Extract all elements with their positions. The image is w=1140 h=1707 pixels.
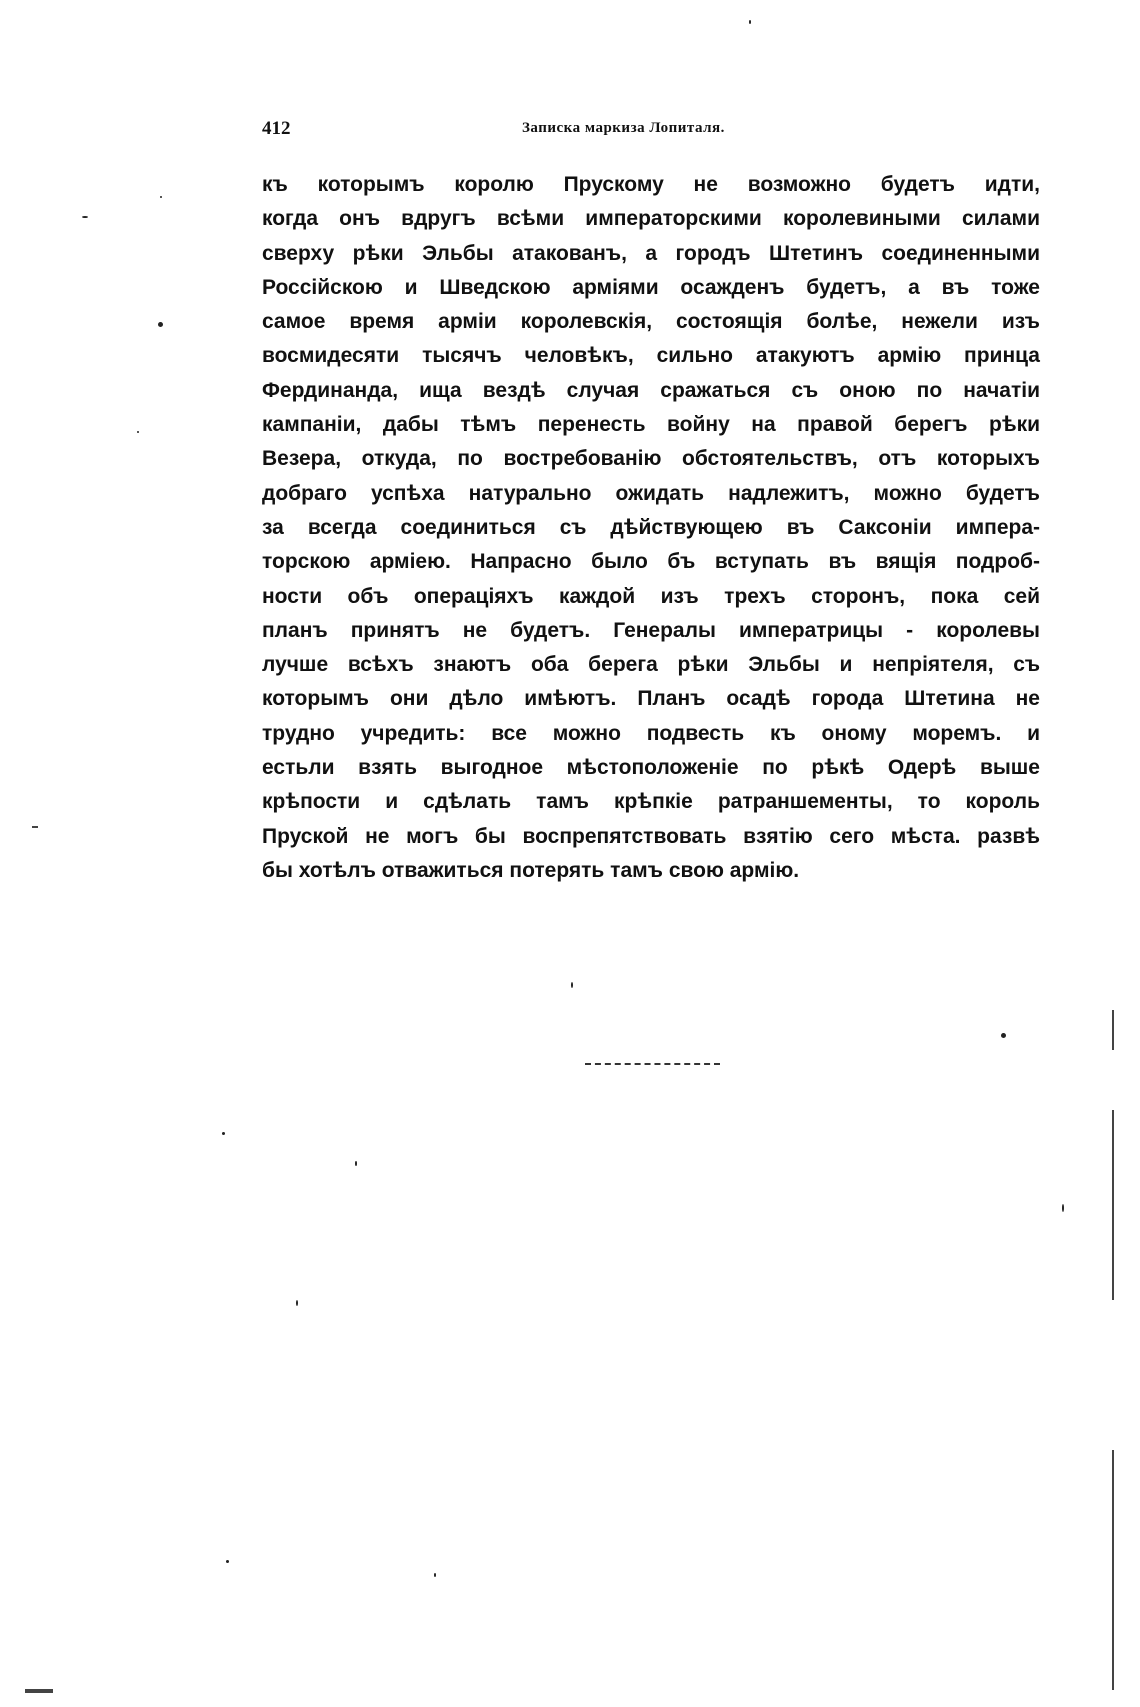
text-line: планъ принятъ не будетъ. Генералы императрицы - королевы <box>262 618 1040 642</box>
text-line: кампаніи, дабы тѣмъ перенесть войну на правой берегъ рѣки <box>262 413 1040 437</box>
section-divider <box>585 1063 720 1065</box>
text-line: Везера, откуда, по востребованію обстоятельствъ, отъ которыхъ <box>262 447 1040 471</box>
text-line: бы хотѣлъ отважиться потерять тамъ свою армію. <box>262 858 800 882</box>
text-line: Фердинанда, ища вездѣ случая сражаться съ оною по начатіи <box>262 378 1040 402</box>
text-line: къ которымъ королю Прускому не возможно будетъ идти, <box>262 173 1040 196</box>
text-line: сверху рѣки Эльбы атакованъ, а городъ Штетинъ соединенными <box>262 241 1040 265</box>
scan-speck <box>296 1300 298 1306</box>
text-line: самое время арміи королевскія, состоящія болѣе, нежели изъ <box>262 310 1040 334</box>
text-line: добраго успѣха натурально ожидать надлежитъ, можно будетъ <box>262 481 1040 505</box>
scan-speck <box>355 1161 357 1166</box>
text-line: ности объ операціяхъ каждой изъ трехъ сторонъ, пока сей <box>262 584 1040 608</box>
text-line: естьли взять выгодное мѣстоположеніе по рѣкѣ Одерѣ выше <box>262 756 1040 780</box>
scan-speck <box>82 216 88 218</box>
page-header <box>262 118 810 142</box>
page-number: 412 <box>262 118 291 139</box>
scan-edge-mark <box>25 1689 53 1693</box>
scan-speck <box>222 1132 225 1135</box>
text-line: торскою арміею. Напрасно было бъ вступать въ вящія подроб- <box>262 550 1040 574</box>
text-line: Россійскою и Шведскою арміями осажденъ будетъ, а въ тоже <box>262 275 1040 299</box>
scan-speck <box>226 1560 229 1563</box>
scan-speck <box>158 322 163 327</box>
text-line: восмидесяти тысячъ человѣкъ, сильно атакуютъ армію принца <box>262 344 1040 368</box>
scan-edge-mark <box>1112 1450 1114 1690</box>
text-line: которымъ они дѣло имѣютъ. Планъ осадѣ города Штетина не <box>262 687 1040 711</box>
scan-edge-mark <box>1112 1110 1114 1300</box>
text-line: за всегда соединиться съ дѣйствующею въ Саксоніи импера- <box>262 515 1040 539</box>
running-title: Записка маркиза Лопиталя. <box>522 120 725 136</box>
scan-speck <box>137 431 139 433</box>
body-text <box>262 168 1040 888</box>
scan-speck <box>434 1573 436 1577</box>
text-line: когда онъ вдругъ всѣми императорскими королевиными силами <box>262 207 1040 231</box>
scan-speck <box>160 196 162 198</box>
scan-speck <box>1001 1033 1006 1038</box>
scan-edge-mark <box>1112 1010 1114 1050</box>
scan-speck <box>571 982 573 988</box>
text-line: Пруской не могъ бы воспрепятствовать взятію сего мѣста. развѣ <box>262 824 1040 848</box>
text-line: трудно учредить: все можно подвесть къ оному моремъ. и <box>262 721 1040 745</box>
text-line: лучше всѣхъ знаютъ оба берега рѣки Эльбы и непріятеля, съ <box>262 653 1040 677</box>
scan-speck <box>1062 1204 1064 1212</box>
scan-edge-mark <box>32 826 38 828</box>
text-line: крѣпости и сдѣлать тамъ крѣпкіе ратраншементы, то король <box>262 790 1040 814</box>
scan-speck <box>749 20 751 24</box>
